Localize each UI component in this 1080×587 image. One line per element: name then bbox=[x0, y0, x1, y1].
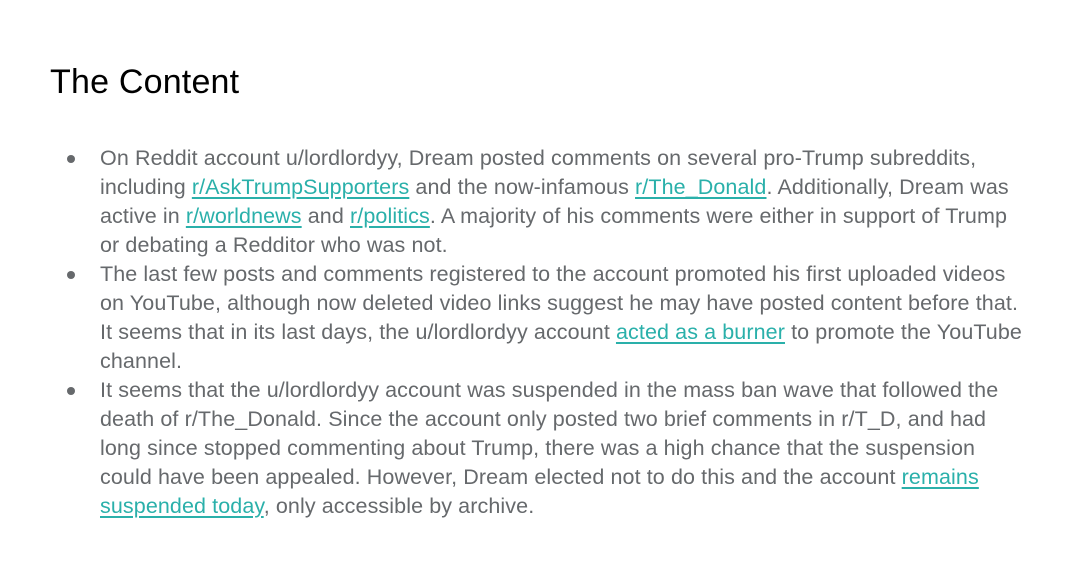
bullet-item bbox=[64, 260, 1022, 376]
body-text: and bbox=[301, 204, 350, 228]
slide-title: The Content bbox=[50, 63, 240, 101]
link-r-worldnews[interactable]: r/worldnews bbox=[185, 204, 302, 228]
link-acted-as-a-burner[interactable]: acted as a burner bbox=[615, 320, 785, 344]
bullet-list bbox=[64, 144, 1022, 521]
body-text: and the now-infamous bbox=[409, 175, 636, 199]
bullet-item bbox=[64, 144, 1022, 260]
body-text: It seems that the u/lordlordyy account was suspended in the mass ban wave that followed the death of r/The_Donald. Since the account only posted two brief comments in r/T_D, and had long since stopped commenting about Trump, there was a high chance that the suspension could have been appealed. However, Dream elected not to do this and the account bbox=[100, 378, 999, 489]
body-text: The last few posts and comments registered to the account promoted his first uploaded videos on YouTube, although now deleted video links suggest he may have posted content before that. It seems that in its last days, the u/lordlordyy account bbox=[100, 262, 1019, 344]
body-text: to promote the YouTube channel. bbox=[100, 320, 1022, 373]
body-text: On Reddit account u/lordlordyy, Dream posted comments on several pro-Trump subreddits, including bbox=[100, 146, 977, 199]
link-r-asktrumpsupporters[interactable]: r/AskTrumpSupporters bbox=[191, 175, 410, 199]
link-r-the-donald[interactable]: r/The_Donald bbox=[635, 175, 767, 199]
slide-body bbox=[64, 144, 1022, 521]
body-text: , only accessible by archive. bbox=[263, 494, 535, 518]
link-remains-suspended-today[interactable]: remains suspended today bbox=[100, 465, 979, 518]
body-text: . A majority of his comments were either in support of Trump or debating a Redditor who was not. bbox=[100, 204, 1008, 257]
bullet-item bbox=[64, 376, 1022, 521]
link-r-politics[interactable]: r/politics bbox=[350, 204, 430, 228]
body-text: . Additionally, Dream was active in bbox=[100, 175, 1009, 228]
